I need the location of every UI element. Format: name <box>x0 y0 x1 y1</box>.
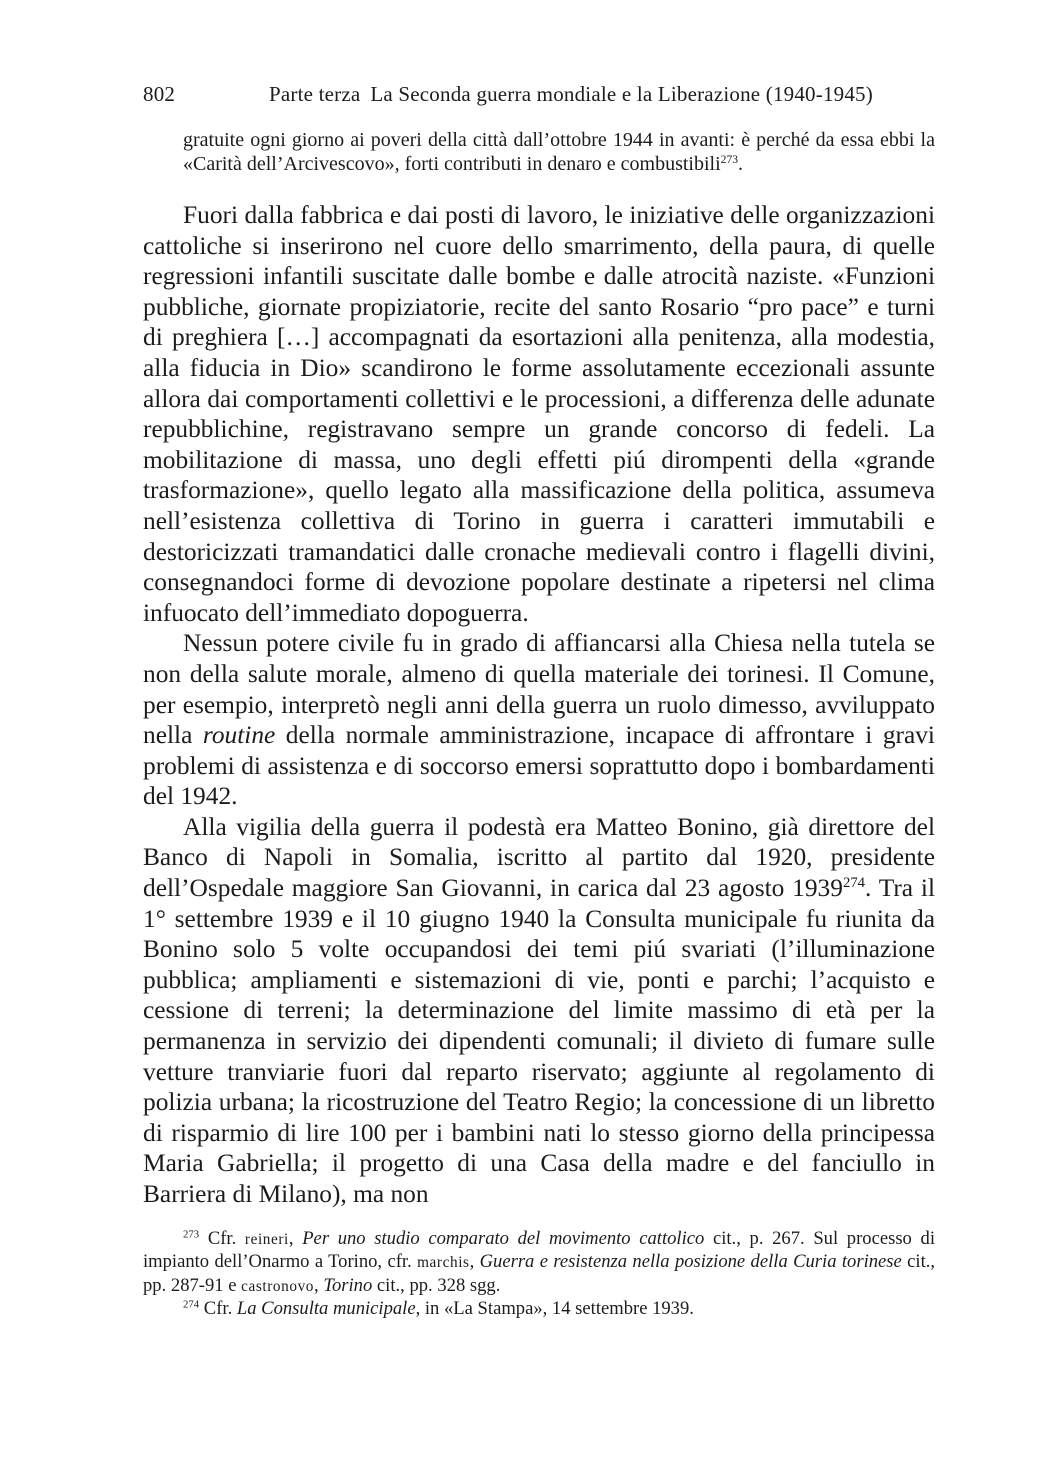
footnote-ref-273[interactable]: 273 <box>720 152 739 166</box>
cited-title: La Consulta municipale <box>236 1298 416 1320</box>
author-castronovo: castronovo <box>241 1277 315 1295</box>
running-head <box>269 82 873 107</box>
chapter-title: La Seconda guerra mondiale e la Liberazione (1940-1945) <box>370 82 873 106</box>
block-quote <box>183 128 935 176</box>
footnote-text: , <box>288 1228 303 1249</box>
paragraph-1: Fuori dalla fabbrica e dai posti di lavoro, le iniziative delle organizzazioni cattoliche si inserirono nel cuore dello smarrimento, della paura, di quelle regressioni infantili suscitate dalle bombe e dalle atrocità naziste. «Funzioni pubbliche, giornate propiziatorie, recite del santo Rosario “pro pace” e turni di preghiera […] accompagnati da esortazioni alla penitenza, alla modestia, alla fiducia in Dio» scandirono le forme assolutamente eccezionali assunte allora dai comportamenti collettivi e le processioni, a differenza delle adunate repubblichine, registravano sempre un grande concorso di fedeli. La mobilitazione di massa, uno degli effetti piú dirompenti della «grande trasformazione», quello legato alla massificazione della politica, assumeva nell’esistenza collettiva di Torino in guerra i caratteri immutabili e destoricizzati tramandatici dalle cronache medievali contro i flagelli divini, consegnandoci forme di devozione popolare destinate a ripetersi nel clima infuocato dell’immediato dopoguerra. <box>143 201 935 627</box>
footnote-273 <box>143 1228 935 1298</box>
footnote-274 <box>143 1298 935 1320</box>
part-title: Parte terza <box>269 82 361 106</box>
author-reineri: reineri <box>244 1231 289 1248</box>
cited-title: Torino <box>323 1274 373 1296</box>
footnote-text: , <box>469 1251 480 1273</box>
paragraph-2 <box>143 628 935 812</box>
footnote-number: 274 <box>183 1298 200 1311</box>
footnote-text: , <box>314 1274 324 1296</box>
paragraph-2-start: Nessun potere civile fu in grado di affiancarsi alla Chiesa nella tutela se non della salute morale, almeno di quella materiale dei torinesi. Il Comune, per esempio, interpretò negli anni della guerra un ruolo dimesso, avviluppato nella <box>143 629 935 750</box>
footnote-text: cit., p. 267. Sul processo di impianto dell’Onarmo a Torino, cfr. <box>143 1228 935 1273</box>
author-marchis: marchis <box>417 1254 470 1272</box>
quote-end: . <box>738 153 744 175</box>
footnote-text: cit., pp. 287-91 e <box>143 1251 936 1296</box>
cited-title: Guerra e resistenza nella posizione della Curia torinese <box>479 1251 902 1273</box>
emphasis-routine: routine <box>202 721 276 750</box>
footnote-text: Cfr. <box>199 1228 245 1249</box>
running-header <box>143 82 903 107</box>
footnote-ref-274[interactable]: 274 <box>842 874 866 891</box>
footnotes <box>143 1228 935 1321</box>
footnote-text: cit., pp. 328 sgg. <box>372 1274 501 1296</box>
paragraph-3-start: Alla vigilia della guerra il podestà era Matteo Bonino, già direttore del Banco di Napoli in Somalia, iscritto al partito dal 1920, presidente dell’Ospedale maggiore San Giovanni, in carica dal 23 agosto 1939 <box>143 812 935 903</box>
page-number: 802 <box>143 82 176 106</box>
quote-text: gratuite ogni giorno ai poveri della città dall’ottobre 1944 in avanti: è perché da essa ebbi la «Carità dell’Arcivescovo», forti contributi in denaro e combustibili <box>183 129 935 175</box>
main-text <box>143 200 935 1210</box>
paragraph-3-end: . Tra il 1° settembre 1939 e il 10 giugno 1940 la Consulta municipale fu riunita da Bonino solo 5 volte occupandosi dei temi piú svariati (l’illuminazione pubblica; ampliamenti e sistemazioni di vie, ponti e parchi; l’acquisto e cessione di terreni; la determinazione del limite massimo di età per la permanenza in servizio dei dipendenti comunali; il divieto di fumare sulle vetture tranviarie fuori dal reparto riservato; aggiunte al regolamento di polizia urbana; la ricostruzione del Teatro Regio; la concessione di un libretto di risparmio di lire 100 per i bambini nati lo stesso giorno della principessa Maria Gabriella; il progetto di una Casa della madre e del fanciullo in Barriera di Milano), ma non <box>143 874 935 1208</box>
footnote-text: Cfr. <box>199 1298 237 1320</box>
footnote-text: , in «La Stampa», 14 settembre 1939. <box>415 1298 694 1320</box>
footnote-number: 273 <box>183 1228 200 1241</box>
paragraph-2-end: della normale amministrazione, incapace di affrontare i gravi problemi di assistenza e di soccorso emersi soprattutto dopo i bombardamenti del 1942. <box>143 721 935 811</box>
cited-title: Per uno studio comparato del movimento cattolico <box>302 1228 705 1249</box>
paragraph-3 <box>143 812 935 1210</box>
